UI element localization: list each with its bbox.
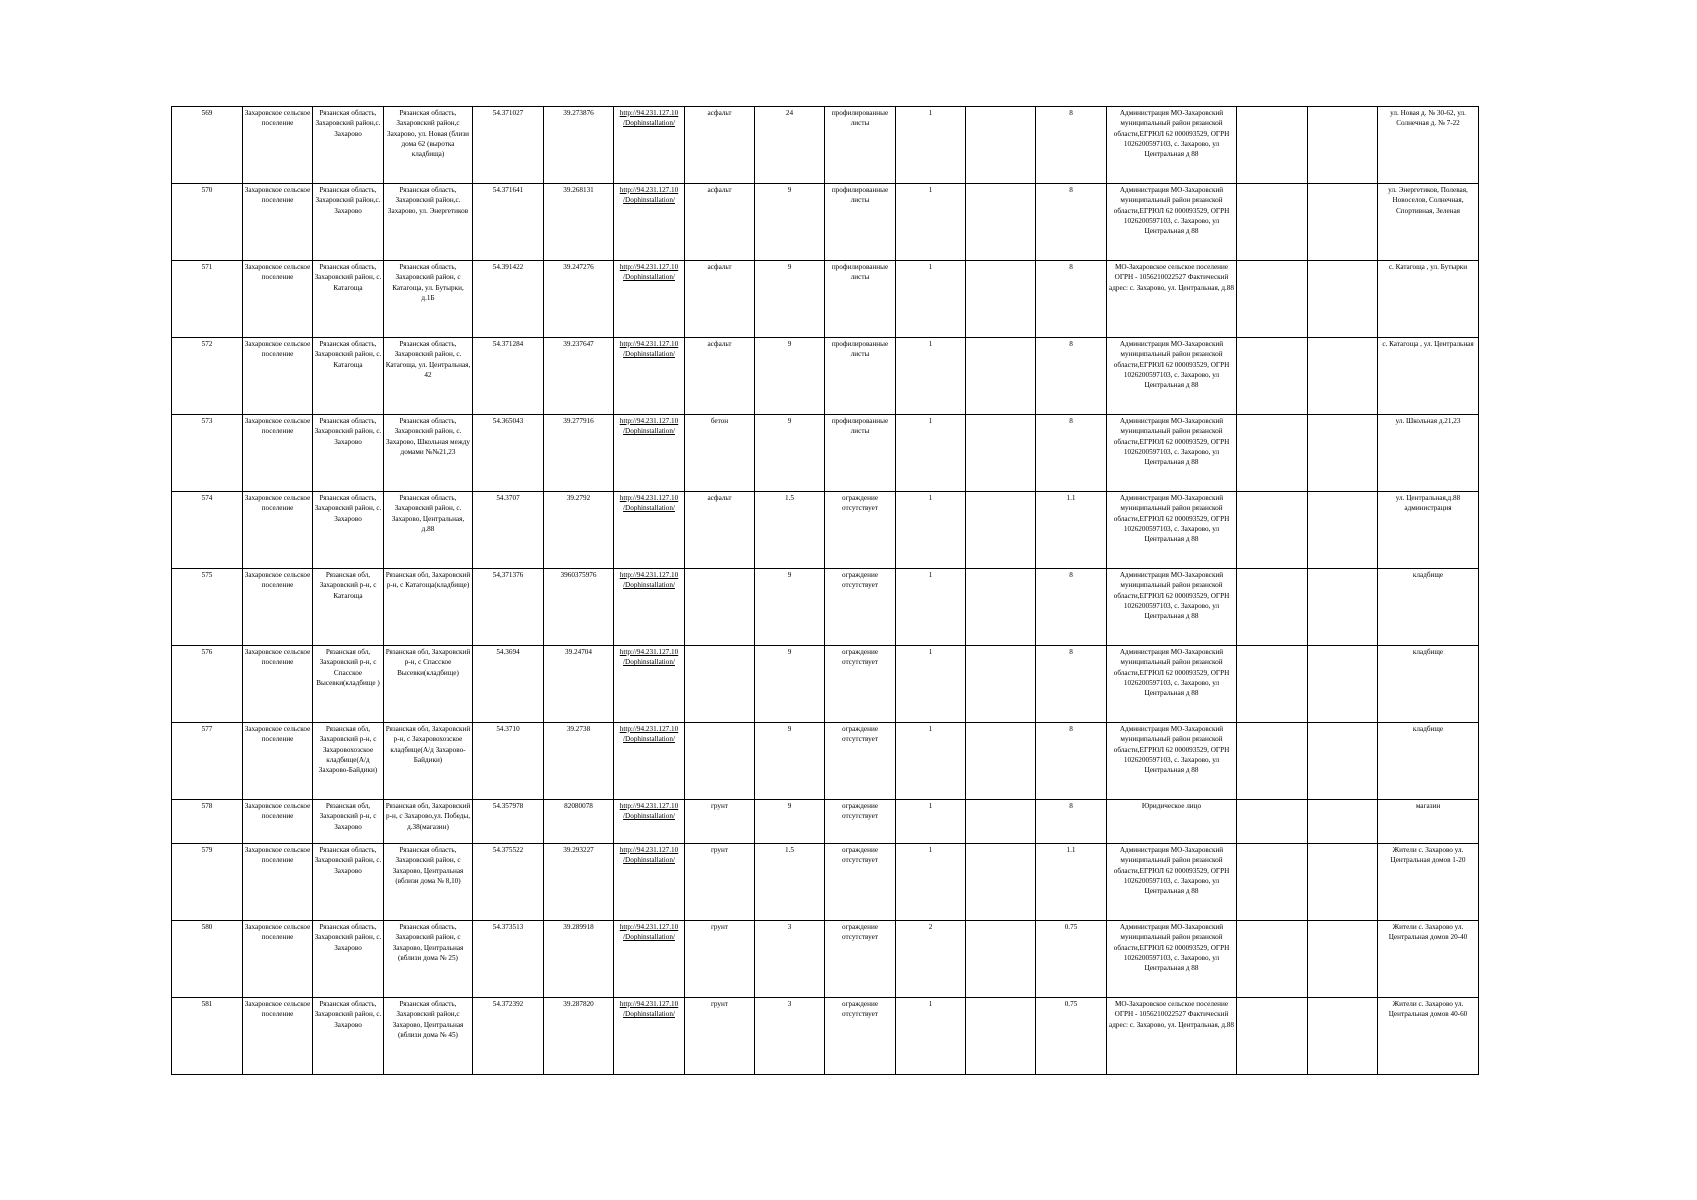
address-cell: Рязанская область, Захаровский район, с. Катагоща, ул. Центральная, 42 xyxy=(384,338,473,415)
empty-cell xyxy=(1237,844,1308,921)
longitude-cell: 39.268131 xyxy=(544,184,614,261)
container-volume-cell: 8 xyxy=(1036,261,1107,338)
longitude-cell: 39.2792 xyxy=(544,492,614,569)
empty-cell xyxy=(966,800,1036,844)
latitude-cell: 54.371284 xyxy=(473,338,544,415)
empty-cell xyxy=(1237,921,1308,998)
latitude-cell: 54.375522 xyxy=(473,844,544,921)
scheme-link-cell xyxy=(614,998,685,1075)
empty-cell xyxy=(1308,184,1378,261)
area-cell: 3 xyxy=(755,998,825,1075)
district-cell: Рязанская обл, Захаровский р-н, с Захарово xyxy=(313,800,384,844)
table-row xyxy=(172,646,1479,723)
address-cell: Рязанская область, Захаровский район, с. Захарово, Школьная между домами №№21,23 xyxy=(384,415,473,492)
address-cell: Рязанская обл, Захаровский р-н, с Катагоща(кладбище) xyxy=(384,569,473,646)
waste-sources-cell: Жители с. Захарово ул. Центральная домов 40-60 xyxy=(1378,998,1479,1075)
area-cell: 9 xyxy=(755,184,825,261)
fence-cell: профилированные листы xyxy=(825,184,896,261)
fence-cell: профилированные листы xyxy=(825,415,896,492)
fence-cell: профилированные листы xyxy=(825,261,896,338)
empty-cell xyxy=(966,415,1036,492)
empty-cell xyxy=(1308,107,1378,184)
area-cell: 9 xyxy=(755,723,825,800)
scheme-link-cell xyxy=(614,921,685,998)
waste-sites-table xyxy=(171,106,1479,1075)
container-volume-cell: 8 xyxy=(1036,338,1107,415)
scheme-link[interactable]: http://94.231.127.10 /Dophinstallation/ xyxy=(619,571,679,590)
surface-cell xyxy=(685,646,755,723)
table-row xyxy=(172,800,1479,844)
fence-cell: ограждение отсутствует xyxy=(825,844,896,921)
waste-sources-cell: ул. Новая д. № 30-62, ул. Солнечная д. № 7-22 xyxy=(1378,107,1479,184)
scheme-link-cell xyxy=(614,415,685,492)
container-count-cell: 1 xyxy=(896,184,966,261)
owner-cell: МО-Захаровское сельское поселение ОГРН - 1056210022527 Фактический адрес: с. Захарово, ул. Центральная, д.88 xyxy=(1107,998,1237,1075)
district-cell: Рязанская область, Захаровский район, с. Захарово xyxy=(313,844,384,921)
container-volume-cell: 8 xyxy=(1036,184,1107,261)
container-volume-cell: 8 xyxy=(1036,569,1107,646)
latitude-cell: 54.3707 xyxy=(473,492,544,569)
waste-sources-cell: с. Катагоща , ул. Бутырки xyxy=(1378,261,1479,338)
container-volume-cell: 8 xyxy=(1036,800,1107,844)
empty-cell xyxy=(1308,338,1378,415)
scheme-link-cell xyxy=(614,569,685,646)
area-cell: 9 xyxy=(755,415,825,492)
container-volume-cell: 8 xyxy=(1036,646,1107,723)
waste-sources-cell: кладбище xyxy=(1378,569,1479,646)
fence-cell: ограждение отсутствует xyxy=(825,921,896,998)
settlement-cell: Захаровское сельское поселение xyxy=(243,184,313,261)
longitude-cell: 39.237647 xyxy=(544,338,614,415)
row-number-cell: 576 xyxy=(172,646,243,723)
longitude-cell: 3960375976 xyxy=(544,569,614,646)
row-number-cell: 578 xyxy=(172,800,243,844)
longitude-cell: 39.289918 xyxy=(544,921,614,998)
fence-cell: профилированные листы xyxy=(825,338,896,415)
area-cell: 9 xyxy=(755,261,825,338)
area-cell: 9 xyxy=(755,646,825,723)
address-cell: Рязанская область, Захаровский район, с Захарово, Центральная (вблизи дома № 25) xyxy=(384,921,473,998)
row-number-cell: 581 xyxy=(172,998,243,1075)
scheme-link[interactable]: http://94.231.127.10 /Dophinstallation/ xyxy=(619,846,679,865)
table-row xyxy=(172,998,1479,1075)
area-cell: 1.5 xyxy=(755,492,825,569)
settlement-cell: Захаровское сельское поселение xyxy=(243,921,313,998)
owner-cell: Администрация МО-Захаровский муниципальный район рязанской области,ЕГРЮЛ 62 000093529, ОГРН 1026200597103, с. Захарово, ул Центральная д 88 xyxy=(1107,921,1237,998)
table-row xyxy=(172,844,1479,921)
empty-cell xyxy=(1308,844,1378,921)
scheme-link[interactable]: http://94.231.127.10 /Dophinstallation/ xyxy=(619,186,679,205)
surface-cell: асфальт xyxy=(685,338,755,415)
empty-cell xyxy=(1308,415,1378,492)
scheme-link-cell xyxy=(614,338,685,415)
scheme-link[interactable]: http://94.231.127.10 /Dophinstallation/ xyxy=(619,648,679,667)
longitude-cell: 39.247276 xyxy=(544,261,614,338)
owner-cell: Администрация МО-Захаровский муниципальный район рязанской области,ЕГРЮЛ 62 000093529, ОГРН 1026200597103, с. Захарово, ул Центральная д 88 xyxy=(1107,107,1237,184)
address-cell: Рязанская область, Захаровский район, с Катагоща, ул. Бутырки, д.1Б xyxy=(384,261,473,338)
latitude-cell: 54.372392 xyxy=(473,998,544,1075)
district-cell: Рязанская область, Захаровский район,с. Захарово xyxy=(313,184,384,261)
longitude-cell: 39.293227 xyxy=(544,844,614,921)
container-count-cell: 1 xyxy=(896,844,966,921)
container-count-cell: 1 xyxy=(896,569,966,646)
empty-cell xyxy=(1308,261,1378,338)
scheme-link-cell xyxy=(614,844,685,921)
empty-cell xyxy=(1308,569,1378,646)
empty-cell xyxy=(1237,415,1308,492)
owner-cell: Администрация МО-Захаровский муниципальный район рязанской области,ЕГРЮЛ 62 000093529, ОГРН 1026200597103, с. Захарово, ул Центральная д 88 xyxy=(1107,646,1237,723)
empty-cell xyxy=(1237,338,1308,415)
scheme-link-cell xyxy=(614,184,685,261)
scheme-link-cell xyxy=(614,646,685,723)
latitude-cell: 54.357978 xyxy=(473,800,544,844)
settlement-cell: Захаровское сельское поселение xyxy=(243,800,313,844)
row-number-cell: 573 xyxy=(172,415,243,492)
container-volume-cell: 1.1 xyxy=(1036,492,1107,569)
table-row xyxy=(172,261,1479,338)
container-volume-cell: 0.75 xyxy=(1036,921,1107,998)
settlement-cell: Захаровское сельское поселение xyxy=(243,107,313,184)
area-cell: 9 xyxy=(755,338,825,415)
latitude-cell: 54.371027 xyxy=(473,107,544,184)
latitude-cell: 54.373513 xyxy=(473,921,544,998)
longitude-cell: 39.24704 xyxy=(544,646,614,723)
empty-cell xyxy=(1237,492,1308,569)
waste-sources-cell: магазин xyxy=(1378,800,1479,844)
latitude-cell: 54.391422 xyxy=(473,261,544,338)
empty-cell xyxy=(966,646,1036,723)
scheme-link[interactable]: http://94.231.127.10 /Dophinstallation/ xyxy=(619,494,679,513)
empty-cell xyxy=(966,338,1036,415)
row-number-cell: 575 xyxy=(172,569,243,646)
row-number-cell: 572 xyxy=(172,338,243,415)
row-number-cell: 571 xyxy=(172,261,243,338)
empty-cell xyxy=(966,107,1036,184)
longitude-cell: 39.273876 xyxy=(544,107,614,184)
container-count-cell: 1 xyxy=(896,261,966,338)
container-count-cell: 1 xyxy=(896,723,966,800)
owner-cell: Администрация МО-Захаровский муниципальный район рязанской области,ЕГРЮЛ 62 000093529, ОГРН 1026200597103, с. Захарово, ул Центральная д 88 xyxy=(1107,569,1237,646)
container-count-cell: 2 xyxy=(896,921,966,998)
table-row xyxy=(172,569,1479,646)
address-cell: Рязанская область, Захаровский район,с. Захарово, ул. Энергетиков xyxy=(384,184,473,261)
address-cell: Рязанская обл, Захаровский р-н, с Захаровохозское кладбище(А/д Захарово-Байдики) xyxy=(384,723,473,800)
fence-cell: профилированные листы xyxy=(825,107,896,184)
district-cell: Рязанская область, Захаровский район, с. Захарово xyxy=(313,492,384,569)
district-cell: Рязанская обл, Захаровский р-н, с Захаровохозское кладбище(А/д Захарово-Байдики) xyxy=(313,723,384,800)
waste-sources-cell: Жители с. Захарово ул. Центральная домов 1-20 xyxy=(1378,844,1479,921)
longitude-cell: 82080078 xyxy=(544,800,614,844)
empty-cell xyxy=(1237,646,1308,723)
owner-cell: Администрация МО-Захаровский муниципальный район рязанской области,ЕГРЮЛ 62 000093529, ОГРН 1026200597103, с. Захарово, ул Центральная д 88 xyxy=(1107,338,1237,415)
waste-sources-cell: ул. Центральная,д.88 администрация xyxy=(1378,492,1479,569)
surface-cell: грунт xyxy=(685,998,755,1075)
fence-cell: ограждение отсутствует xyxy=(825,569,896,646)
scheme-link-cell xyxy=(614,492,685,569)
surface-cell: асфальт xyxy=(685,261,755,338)
district-cell: Рязанская область, Захаровский район, с. Захарово xyxy=(313,415,384,492)
owner-cell: Администрация МО-Захаровский муниципальный район рязанской области,ЕГРЮЛ 62 000093529, ОГРН 1026200597103, с. Захарово, ул Центральная д 88 xyxy=(1107,184,1237,261)
surface-cell: грунт xyxy=(685,800,755,844)
owner-cell: Администрация МО-Захаровский муниципальный район рязанской области,ЕГРЮЛ 62 000093529, ОГРН 1026200597103, с. Захарово, ул Центральная д 88 xyxy=(1107,723,1237,800)
area-cell: 1.5 xyxy=(755,844,825,921)
container-count-cell: 1 xyxy=(896,998,966,1075)
scheme-link[interactable]: http://94.231.127.10 /Dophinstallation/ xyxy=(619,923,679,942)
container-count-cell: 1 xyxy=(896,107,966,184)
container-count-cell: 1 xyxy=(896,646,966,723)
settlement-cell: Захаровское сельское поселение xyxy=(243,492,313,569)
surface-cell: грунт xyxy=(685,921,755,998)
table-row xyxy=(172,107,1479,184)
empty-cell xyxy=(1237,261,1308,338)
waste-sources-cell: Жители с. Захарово ул. Центральная домов 20-40 xyxy=(1378,921,1479,998)
scheme-link-cell xyxy=(614,723,685,800)
district-cell: Рязанская обл, Захаровский р-н, с Спасское Высевки(кладбище ) xyxy=(313,646,384,723)
scheme-link-cell xyxy=(614,800,685,844)
fence-cell: ограждение отсутствует xyxy=(825,492,896,569)
settlement-cell: Захаровское сельское поселение xyxy=(243,723,313,800)
latitude-cell: 54,371376 xyxy=(473,569,544,646)
address-cell: Рязанская область, Захаровский район,с Захарово, ул. Новая (близи дома 62 (выротка кладбища) xyxy=(384,107,473,184)
empty-cell xyxy=(966,998,1036,1075)
area-cell: 9 xyxy=(755,569,825,646)
district-cell: Рязанская обл, Захаровский р-н, с Катагоща xyxy=(313,569,384,646)
settlement-cell: Захаровское сельское поселение xyxy=(243,415,313,492)
empty-cell xyxy=(1308,723,1378,800)
settlement-cell: Захаровское сельское поселение xyxy=(243,646,313,723)
table-row xyxy=(172,415,1479,492)
area-cell: 9 xyxy=(755,800,825,844)
scheme-link[interactable]: http://94.231.127.10 /Dophinstallation/ xyxy=(619,417,679,436)
settlement-cell: Захаровское сельское поселение xyxy=(243,569,313,646)
surface-cell: грунт xyxy=(685,844,755,921)
empty-cell xyxy=(1308,492,1378,569)
surface-cell xyxy=(685,723,755,800)
row-number-cell: 569 xyxy=(172,107,243,184)
fence-cell: ограждение отсутствует xyxy=(825,723,896,800)
table-row xyxy=(172,184,1479,261)
empty-cell xyxy=(966,921,1036,998)
empty-cell xyxy=(1237,723,1308,800)
surface-cell xyxy=(685,569,755,646)
empty-cell xyxy=(966,261,1036,338)
empty-cell xyxy=(1308,998,1378,1075)
surface-cell: асфальт xyxy=(685,492,755,569)
district-cell: Рязанская область, Захаровский район, с. Захарово xyxy=(313,998,384,1075)
owner-cell: МО-Захаровское сельское поселение ОГРН - 1056210022527 Фактический адрес: с. Захарово, ул. Центральная, д.88 xyxy=(1107,261,1237,338)
container-volume-cell: 1.1 xyxy=(1036,844,1107,921)
table-row xyxy=(172,723,1479,800)
empty-cell xyxy=(1237,800,1308,844)
row-number-cell: 580 xyxy=(172,921,243,998)
table-row xyxy=(172,338,1479,415)
table-row xyxy=(172,921,1479,998)
container-volume-cell: 0.75 xyxy=(1036,998,1107,1075)
owner-cell: Администрация МО-Захаровский муниципальный район рязанской области,ЕГРЮЛ 62 000093529, ОГРН 1026200597103, с. Захарово, ул Центральная д 88 xyxy=(1107,492,1237,569)
settlement-cell: Захаровское сельское поселение xyxy=(243,998,313,1075)
row-number-cell: 570 xyxy=(172,184,243,261)
empty-cell xyxy=(966,492,1036,569)
row-number-cell: 574 xyxy=(172,492,243,569)
empty-cell xyxy=(966,184,1036,261)
waste-sources-cell: ул. Школьная д.21,23 xyxy=(1378,415,1479,492)
container-volume-cell: 8 xyxy=(1036,107,1107,184)
longitude-cell: 39.2738 xyxy=(544,723,614,800)
waste-sources-cell: ул. Энергетиков, Полевая, Новоселов, Солнечная, Спортивная, Зеленая xyxy=(1378,184,1479,261)
empty-cell xyxy=(966,569,1036,646)
scheme-link[interactable]: http://94.231.127.10 /Dophinstallation/ xyxy=(619,802,679,821)
longitude-cell: 39.287820 xyxy=(544,998,614,1075)
latitude-cell: 54.3710 xyxy=(473,723,544,800)
address-cell: Рязанская область, Захаровский район,с Захарово, Центральная (вблизи дома № 45) xyxy=(384,998,473,1075)
empty-cell xyxy=(1237,998,1308,1075)
address-cell: Рязанская область, Захаровский район, с. Захарово, Центральная, д.88 xyxy=(384,492,473,569)
district-cell: Рязанская область, Захаровский район, с. Катагоща xyxy=(313,261,384,338)
surface-cell: асфальт xyxy=(685,107,755,184)
latitude-cell: 54.3694 xyxy=(473,646,544,723)
scheme-link[interactable]: http://94.231.127.10 /Dophinstallation/ xyxy=(619,109,679,128)
scheme-link-cell xyxy=(614,107,685,184)
fence-cell: ограждение отсутствует xyxy=(825,800,896,844)
settlement-cell: Захаровское сельское поселение xyxy=(243,261,313,338)
empty-cell xyxy=(1237,569,1308,646)
longitude-cell: 39.277916 xyxy=(544,415,614,492)
table-row xyxy=(172,492,1479,569)
container-count-cell: 1 xyxy=(896,800,966,844)
address-cell: Рязанская обл, Захаровский р-н, с Захарово,ул. Победы, д.38(магазин) xyxy=(384,800,473,844)
row-number-cell: 579 xyxy=(172,844,243,921)
settlement-cell: Захаровское сельское поселение xyxy=(243,338,313,415)
empty-cell xyxy=(1308,800,1378,844)
container-volume-cell: 8 xyxy=(1036,415,1107,492)
latitude-cell: 54.371641 xyxy=(473,184,544,261)
fence-cell: ограждение отсутствует xyxy=(825,646,896,723)
fence-cell: ограждение отсутствует xyxy=(825,998,896,1075)
empty-cell xyxy=(1308,646,1378,723)
scheme-link[interactable]: http://94.231.127.10 /Dophinstallation/ xyxy=(619,340,679,359)
district-cell: Рязанская область, Захаровский район, с. Катагоща xyxy=(313,338,384,415)
empty-cell xyxy=(1237,107,1308,184)
row-number-cell: 577 xyxy=(172,723,243,800)
scheme-link[interactable]: http://94.231.127.10 /Dophinstallation/ xyxy=(619,725,679,744)
address-cell: Рязанская область, Захаровский район, с Захарово, Центральная (вблизи дома № 8,10) xyxy=(384,844,473,921)
area-cell: 3 xyxy=(755,921,825,998)
address-cell: Рязанская обл, Захаровский р-н, с Спасское Высевки(кладбище) xyxy=(384,646,473,723)
container-count-cell: 1 xyxy=(896,415,966,492)
latitude-cell: 54.365043 xyxy=(473,415,544,492)
waste-sources-cell: кладбище xyxy=(1378,646,1479,723)
container-volume-cell: 8 xyxy=(1036,723,1107,800)
container-count-cell: 1 xyxy=(896,492,966,569)
owner-cell: Администрация МО-Захаровский муниципальный район рязанской области,ЕГРЮЛ 62 000093529, ОГРН 1026200597103, с. Захарово, ул Центральная д 88 xyxy=(1107,415,1237,492)
district-cell: Рязанская область, Захаровский район,с. Захарово xyxy=(313,107,384,184)
surface-cell: бетон xyxy=(685,415,755,492)
waste-sources-cell: кладбище xyxy=(1378,723,1479,800)
container-count-cell: 1 xyxy=(896,338,966,415)
settlement-cell: Захаровское сельское поселение xyxy=(243,844,313,921)
scheme-link-cell xyxy=(614,261,685,338)
empty-cell xyxy=(966,723,1036,800)
area-cell: 24 xyxy=(755,107,825,184)
waste-sources-cell: с. Катагоща , ул. Центральная xyxy=(1378,338,1479,415)
scheme-link[interactable]: http://94.231.127.10 /Dophinstallation/ xyxy=(619,1000,679,1019)
empty-cell xyxy=(966,844,1036,921)
owner-cell: Юридическое лицо xyxy=(1107,800,1237,844)
scheme-link[interactable]: http://94.231.127.10 /Dophinstallation/ xyxy=(619,263,679,282)
owner-cell: Администрация МО-Захаровский муниципальный район рязанской области,ЕГРЮЛ 62 000093529, ОГРН 1026200597103, с. Захарово, ул Центральная д 88 xyxy=(1107,844,1237,921)
empty-cell xyxy=(1308,921,1378,998)
district-cell: Рязанская область, Захаровский район, с. Захарово xyxy=(313,921,384,998)
surface-cell: асфальт xyxy=(685,184,755,261)
empty-cell xyxy=(1237,184,1308,261)
